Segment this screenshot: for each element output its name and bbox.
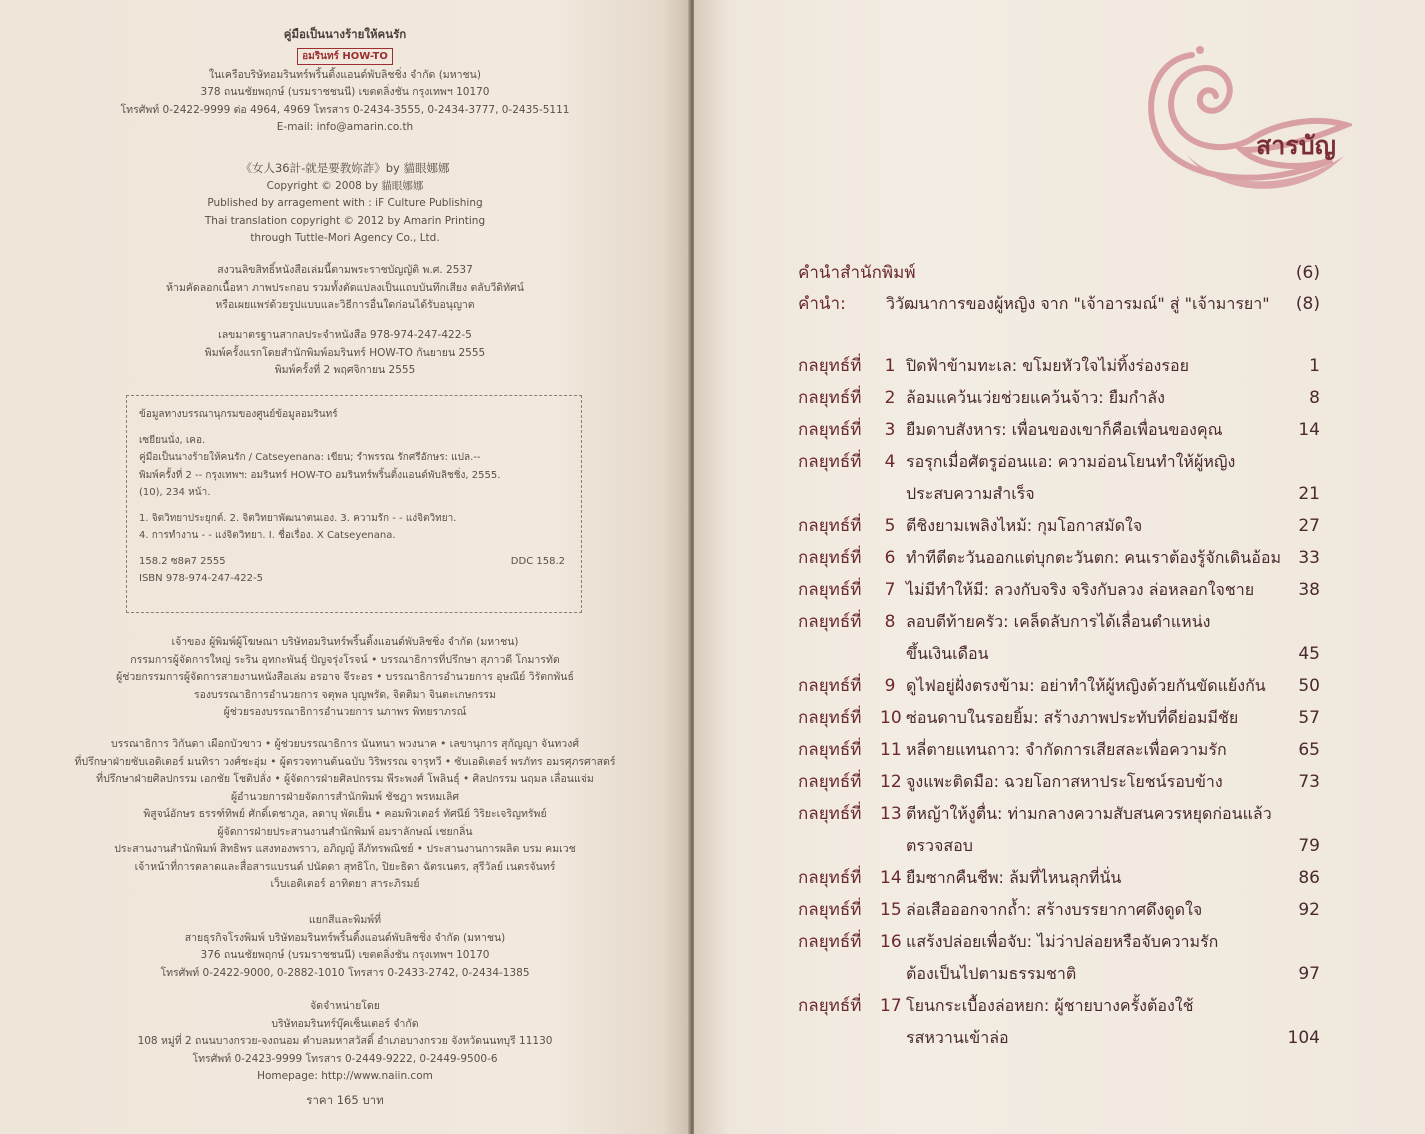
toc-entry-title: ประสบความสำเร็จ <box>906 484 1035 503</box>
toc-page-number: 45 <box>1298 644 1320 664</box>
toc-chapter-label: กลยุทธ์ที่ <box>798 452 862 472</box>
copyright-line: through Tuttle-Mori Agency Co., Ltd. <box>250 232 440 244</box>
staff-line: ประสานงานสำนักพิมพ์ สิทธิพร แสงทองพราว, อภิญญ์ ลีภัทรพณิชย์ • ประสานงานการผลิต บรม คมเวช <box>114 843 576 855</box>
cip-isbn: ISBN 978-974-247-422-5 <box>139 573 263 584</box>
toc-page-number: 73 <box>1298 772 1320 792</box>
toc-chapter-7[interactable] <box>798 575 1320 605</box>
price: ราคา 165 บาท <box>306 1092 384 1107</box>
toc-entry-title: ตรวจสอบ <box>906 836 973 855</box>
toc-chapter-6[interactable] <box>798 543 1320 573</box>
toc-title: สารบัญ <box>1256 131 1336 160</box>
cip-line: พิมพ์ครั้งที่ 2 -- กรุงเทพฯ: อมรินทร์ HOW-TO อมรินทร์พริ้นติ้งแอนด์พับลิชชิ่ง, 2555. <box>139 469 501 481</box>
staff-block <box>0 634 690 722</box>
publisher-block <box>0 26 690 137</box>
toc-page-number: (6) <box>1295 263 1320 283</box>
staff-line: ผู้จัดการฝ่ายประสานงานสำนักพิมพ์ อมราลักษณ์ เชยกลิ่น <box>217 825 473 838</box>
book-title: คู่มือเป็นนางร้ายให้คนรัก <box>283 27 407 41</box>
distributor-heading: จัดจำหน่ายโดย <box>310 1000 380 1012</box>
printer-line: สายธุรกิจโรงพิมพ์ บริษัทอมรินทร์พริ้นติ้งแอนด์พับลิชชิ่ง จำกัด (มหาชน) <box>184 931 506 944</box>
toc-chapter-label: กลยุทธ์ที่ <box>798 388 862 408</box>
toc-chapter-number: 11 <box>880 740 902 760</box>
toc-page-number: 1 <box>1309 356 1320 376</box>
toc-chapter-17-cont[interactable] <box>798 1023 1320 1053</box>
toc-page-number: 79 <box>1298 836 1320 856</box>
staff-line: ผู้ช่วยรองบรรณาธิการอำนวยการ นภาพร พิทยราภรณ์ <box>223 706 467 718</box>
toc-chapter-number: 10 <box>880 708 902 728</box>
distributor-homepage: Homepage: http://www.naiin.com <box>257 1070 433 1082</box>
distributor-line: 108 หมู่ที่ 2 ถนนบางกรวย-จงถนอม ตำบลมหาสวัสดิ์ อำเภอบางกรวย จังหวัดนนทบุรี 11130 <box>137 1035 553 1047</box>
toc-entry-title: ล่อเสือออกจากถ้ำ: สร้างบรรยากาศดึงดูดใจ <box>906 900 1203 919</box>
toc-entry-title: ตีหญ้าให้งูตื่น: ท่ามกลางความสับสนควรหยุดก่อนแล้ว <box>906 804 1272 823</box>
toc-chapter-12[interactable] <box>798 767 1320 797</box>
toc-page-number: 97 <box>1298 964 1320 984</box>
toc-page-number: 92 <box>1298 900 1320 920</box>
toc-chapter-number: 3 <box>884 420 896 440</box>
toc-chapter-label: กลยุทธ์ที่ <box>798 708 862 728</box>
toc-chapter-1[interactable] <box>798 351 1320 381</box>
cip-line: (10), 234 หน้า. <box>139 487 211 498</box>
original-rights-block <box>0 160 690 248</box>
toc-entry-title: ขึ้นเงินเดือน <box>906 644 989 663</box>
cip-subject: 4. การทำงาน - - แง่จิตวิทยา. I. ชื่อเรื่อง. X Catseyenana. <box>139 530 396 541</box>
printer-heading: แยกสีและพิมพ์ที่ <box>308 914 382 926</box>
copyright-line: Published by arragement with : iF Culture Publishing <box>207 197 483 209</box>
cip-class-number: 158.2 ซ8ค7 2555 <box>139 555 226 567</box>
swirl-ornament-icon <box>1132 40 1352 200</box>
toc-chapter-11[interactable] <box>798 735 1320 765</box>
toc-page-number: 33 <box>1298 548 1320 568</box>
toc-page-number: 86 <box>1298 868 1320 888</box>
toc-chapter-number: 15 <box>880 900 902 920</box>
staff-line: เจ้าของ ผู้พิมพ์ผู้โฆษณา บริษัทอมรินทร์พริ้นติ้งแอนด์พับลิชชิ่ง จำกัด (มหาชน) <box>171 636 519 648</box>
cip-ddc: DDC 158.2 <box>510 555 565 567</box>
toc-chapter-17[interactable] <box>798 991 1320 1021</box>
toc-entry-title: แสร้งปล่อยเพื่อจับ: ไม่ว่าปล่อยหรือจับความรัก <box>906 932 1219 951</box>
toc-chapter-label: กลยุทธ์ที่ <box>798 740 862 760</box>
toc-chapter-4-cont[interactable] <box>798 479 1320 509</box>
isbn-block <box>0 327 690 380</box>
rights-line: หรือเผยแพร่ด้วยรูปแบบและวิธีการอื่นใดก่อนได้รับอนุญาต <box>215 299 475 311</box>
toc-entry-title: ยืมซากคืนชีพ: ล้มที่ไหนลุกที่นั่น <box>906 868 1122 887</box>
toc-chapter-8-cont[interactable] <box>798 639 1320 669</box>
toc-chapter-16-cont[interactable] <box>798 959 1320 989</box>
toc-chapter-number: 12 <box>880 772 902 792</box>
staff-line: พิสูจน์อักษร ธรรฑ์ทิพย์ ศักดิ์เดชาภูล, ลดาบุ พัดเย็น • คอมพิวเตอร์ ทัศนีย์ วิริยะเจริญทรัพย์ <box>143 808 547 820</box>
toc-page-number: 57 <box>1298 708 1320 728</box>
toc-chapter-number: 6 <box>884 548 896 568</box>
cip-line: เซยียนนั่ง, เคอ. <box>139 434 206 446</box>
toc-chapter-label: กลยุทธ์ที่ <box>798 676 862 696</box>
printer-line: โทรศัพท์ 0-2422-9000, 0-2882-1010 โทรสาร 0-2433-2742, 0-2434-1385 <box>160 966 530 979</box>
imprint-badge: อมรินทร์ HOW-TO <box>297 48 393 65</box>
toc-chapter-label: กลยุทธ์ที่ <box>798 900 862 920</box>
copyright-line: Thai translation copyright © 2012 by Amarin Printing <box>204 214 486 227</box>
toc-chapter-10[interactable] <box>798 703 1320 733</box>
publisher-email: E-mail: info@amarin.co.th <box>276 121 414 133</box>
toc-entry-title: หลี่ตายแทนถาว: จำกัดการเสียสละเพื่อความรัก <box>906 740 1227 759</box>
toc-entry-title: จูงแพะติดมือ: ฉวยโอกาสหาประโยชน์รอบข้าง <box>906 772 1223 791</box>
toc-chapter-label: กลยุทธ์ที่ <box>798 772 862 792</box>
toc-entry-title: ปิดฟ้าข้ามทะเล: ขโมยหัวใจไม่ทิ้งร่องรอย <box>906 356 1189 375</box>
toc-entry-title: ตีชิงยามเพลิงไหม้: กุมโอกาสมัดใจ <box>906 516 1143 535</box>
toc-chapter-number: 9 <box>884 676 896 696</box>
original-title: 《女人36計-就是要教妳詐》by 貓眼娜娜 <box>240 161 450 175</box>
toc-page-number: 38 <box>1298 580 1320 600</box>
toc-chapter-number: 1 <box>884 356 896 376</box>
toc-entry-title: ซ่อนดาบในรอยยิ้ม: สร้างภาพประทับที่ดีย่อมมีชัย <box>906 708 1239 727</box>
copyright-line: Copyright © 2008 by 貓眼娜娜 <box>266 179 424 192</box>
toc-page-number: 50 <box>1298 676 1320 696</box>
toc-page-number: 21 <box>1298 484 1320 504</box>
rights-line: ห้ามคัดลอกเนื้อหา ภาพประกอบ รวมทั้งตัดแปลงเป็นแถบบันทึกเสียง ตลับวีดิทัศน์ <box>166 281 524 294</box>
cip-box <box>126 395 582 613</box>
toc-chapter-label: กลยุทธ์ที่ <box>798 804 862 824</box>
toc-entry-title: รสหวานเข้าล่อ <box>906 1028 1009 1047</box>
cip-line: คู่มือเป็นนางร้ายให้คนรัก / Catseyenana: เขียน; รำพรรณ รักศรีอักษร: แปล.-- <box>139 452 481 463</box>
toc-entry-title: ไม่มีทำให้มี: ลวงกับจริง จริงกับลวง ล่อหลอกใจชาย <box>906 580 1255 599</box>
toc-chapter-14[interactable] <box>798 863 1320 893</box>
toc-chapter-label: กลยุทธ์ที่ <box>798 612 862 632</box>
publisher-line: ในเครือบริษัทอมรินทร์พริ้นติ้งแอนด์พับลิชชิ่ง จำกัด (มหาชน) <box>209 68 481 81</box>
toc-entry-label: คำนำสำนักพิมพ์ <box>798 263 916 283</box>
toc-page <box>694 0 1425 1134</box>
toc-chapter-5[interactable] <box>798 511 1320 541</box>
toc-entry-title: ต้องเป็นไปตามธรรมชาติ <box>906 964 1077 983</box>
toc-chapter-label: กลยุทธ์ที่ <box>798 420 862 440</box>
toc-chapter-label: กลยุทธ์ที่ <box>798 356 862 376</box>
toc-entry-title: ลอบตีท้ายครัว: เคล็ดลับการได้เลื่อนตำแหน่ง <box>906 612 1211 631</box>
toc-chapter-label: กลยุทธ์ที่ <box>798 516 862 536</box>
staff-line: กรรมการผู้จัดการใหญ่ ระริน อุทกะพันธุ์ ปัญจรุ่งโรจน์ • บรรณาธิการที่ปรึกษา สุภาวดี โกมารทัต <box>130 653 560 666</box>
colophon-page <box>0 0 690 1134</box>
distributor-line: บริษัทอมรินทร์บุ๊คเซ็นเตอร์ จำกัด <box>271 1017 419 1030</box>
toc-chapter-16[interactable] <box>798 927 1320 957</box>
staff-line: บรรณาธิการ วิกันดา เผือกบัวขาว • ผู้ช่วยบรรณาธิการ นันทนา พวงนาค • เลขานุการ สุกัญญา จันทวงศ์ <box>111 738 579 750</box>
toc-chapter-number: 17 <box>880 996 902 1016</box>
toc-chapter-number: 4 <box>884 452 896 472</box>
staff-line: ผู้อำนวยการฝ่ายจัดการสำนักพิมพ์ ชัชฎา พรหมเลิศ <box>230 790 460 803</box>
edition-line: พิมพ์ครั้งแรกโดยสำนักพิมพ์อมรินทร์ HOW-TO กันยายน 2555 <box>204 346 486 359</box>
distributor-block <box>0 998 690 1109</box>
toc-chapter-label: กลยุทธ์ที่ <box>798 868 862 888</box>
toc-chapter-3[interactable] <box>798 415 1320 445</box>
toc-entry-title: โยนกระเบื้องล่อหยก: ผู้ชายบางครั้งต้องใช้ <box>906 996 1194 1015</box>
toc-entry-title: ทำทีตีตะวันออกแต่บุกตะวันตก: คนเราต้องรู้จักเดินอ้อม <box>906 548 1282 567</box>
toc-chapter-label: กลยุทธ์ที่ <box>798 580 862 600</box>
publisher-line: โทรศัพท์ 0-2422-9999 ต่อ 4964, 4969 โทรสาร 0-2434-3555, 0-2434-3777, 0-2435-5111 <box>120 103 570 116</box>
distributor-line: โทรศัพท์ 0-2423-9999 โทรสาร 0-2449-9222, 0-2449-9500-6 <box>192 1052 498 1065</box>
cip-heading: ข้อมูลทางบรรณานุกรมของศูนย์ข้อมูลอมรินทร์ <box>139 409 338 420</box>
toc-chapter-label: กลยุทธ์ที่ <box>798 996 862 1016</box>
toc-page-number: (8) <box>1295 294 1320 314</box>
toc-chapter-15[interactable] <box>798 895 1320 925</box>
toc-chapter-number: 2 <box>884 388 896 408</box>
toc-page-number: 65 <box>1298 740 1320 760</box>
toc-page-number: 104 <box>1287 1028 1320 1048</box>
toc-chapter-number: 14 <box>880 868 902 888</box>
toc-entry-label: คำนำ: <box>798 294 846 314</box>
toc-chapter-4[interactable] <box>798 447 1320 477</box>
printer-block <box>0 912 690 982</box>
cip-subject: 1. จิตวิทยาประยุกต์. 2. จิตวิทยาพัฒนาตนเอง. 3. ความรัก - - แง่จิตวิทยา. <box>139 512 457 524</box>
toc-entry-title: รอรุกเมื่อศัตรูอ่อนแอ: ความอ่อนโยนทำให้ผู้หญิง <box>906 452 1236 471</box>
staff-line: ผู้ช่วยกรรมการผู้จัดการสายงานหนังสือเล่ม อรอาจ จีระอร • บรรณาธิการอำนวยการ อุษณีย์ วิรัตกพันธ์ <box>116 671 574 683</box>
toc-chapter-13[interactable] <box>798 799 1320 829</box>
toc-entry-title: ยืมดาบสังหาร: เพื่อนของเขาก็คือเพื่อนของคุณ <box>906 420 1223 439</box>
toc-chapter-13-cont[interactable] <box>798 831 1320 861</box>
staff-line: ที่ปรึกษาฝ่ายศิลปกรรม เอกชัย โชติปลั่ง • ผู้จัดการฝ่ายศิลปกรรม พีระพงศ์ โพลินธุ์ • ศิลปกรรม นฤมล เลื่อนแจ่ม <box>96 773 594 785</box>
toc-page-number: 14 <box>1298 420 1320 440</box>
toc-chapter-8[interactable] <box>798 607 1320 637</box>
toc-entry-title: วิวัฒนาการของผู้หญิง จาก "เจ้าอารมณ์" สู่ "เจ้ามารยา" <box>886 294 1270 313</box>
rights-line: สงวนลิขสิทธิ์หนังสือเล่มนี้ตามพระราชบัญญัติ พ.ศ. 2537 <box>217 264 473 276</box>
toc-chapter-number: 16 <box>880 932 902 952</box>
edition-line: พิมพ์ครั้งที่ 2 พฤศจิกายน 2555 <box>274 364 416 376</box>
printer-line: 376 ถนนชัยพฤกษ์ (บรมราชชนนี) เขตตลิ่งชัน กรุงเทพฯ 10170 <box>200 949 490 961</box>
staff-line: เจ้าหน้าที่การตลาดและสื่อสารแบรนด์ ปนัดดา สุทธิโก, ปิยะธิดา ฉัตรเนตร, สุรีวัลย์ เนตรจันทร์ <box>134 860 556 873</box>
toc-entry-title: ดูไฟอยู่ฝั่งตรงข้าม: อย่าทำให้ผู้หญิงด้วยกันขัดแย้งกัน <box>906 676 1266 695</box>
staff-line: ที่ปรึกษาฝ่ายซับเอดิเตอร์ มนทิรา วงศ์ชะอุ่ม • ผู้ตรวจทานต้นฉบับ วิริพรรณ จารุทวี • ซับเอดิเตอร์ พรภัทร อมรศุภรศาสตร์ <box>74 755 616 768</box>
toc-chapter-number: 5 <box>884 516 896 536</box>
toc-intro-publisher[interactable] <box>798 258 1320 288</box>
isbn-line: เลขมาตรฐานสากลประจำหนังสือ 978-974-247-422-5 <box>218 329 472 341</box>
toc-chapter-number: 8 <box>884 612 896 632</box>
toc-chapter-label: กลยุทธ์ที่ <box>798 932 862 952</box>
toc-chapter-2[interactable] <box>798 383 1320 413</box>
toc-page-number: 8 <box>1309 388 1320 408</box>
toc-intro-author[interactable] <box>798 289 1320 319</box>
toc-page-number: 27 <box>1298 516 1320 536</box>
cip-class-row <box>139 553 571 571</box>
toc-entry-title: ล้อมแคว้นเว่ยช่วยแคว้นจ้าว: ยืมกำลัง <box>906 388 1165 407</box>
toc-chapter-9[interactable] <box>798 671 1320 701</box>
toc-chapter-label: กลยุทธ์ที่ <box>798 548 862 568</box>
editorial-block <box>0 736 690 894</box>
rights-block <box>0 262 690 315</box>
toc-chapter-number: 7 <box>884 580 896 600</box>
staff-line: เว็บเอดิเตอร์ อาทิตยา สาระภิรมย์ <box>270 878 420 890</box>
toc-chapter-number: 13 <box>880 804 902 824</box>
publisher-line: 378 ถนนชัยพฤกษ์ (บรมราชชนนี) เขตตลิ่งชัน กรุงเทพฯ 10170 <box>200 86 490 98</box>
staff-line: รองบรรณาธิการอำนวยการ จตุพล บุญพรัด, จิตติมา จินตะเกษกรรม <box>193 688 497 701</box>
